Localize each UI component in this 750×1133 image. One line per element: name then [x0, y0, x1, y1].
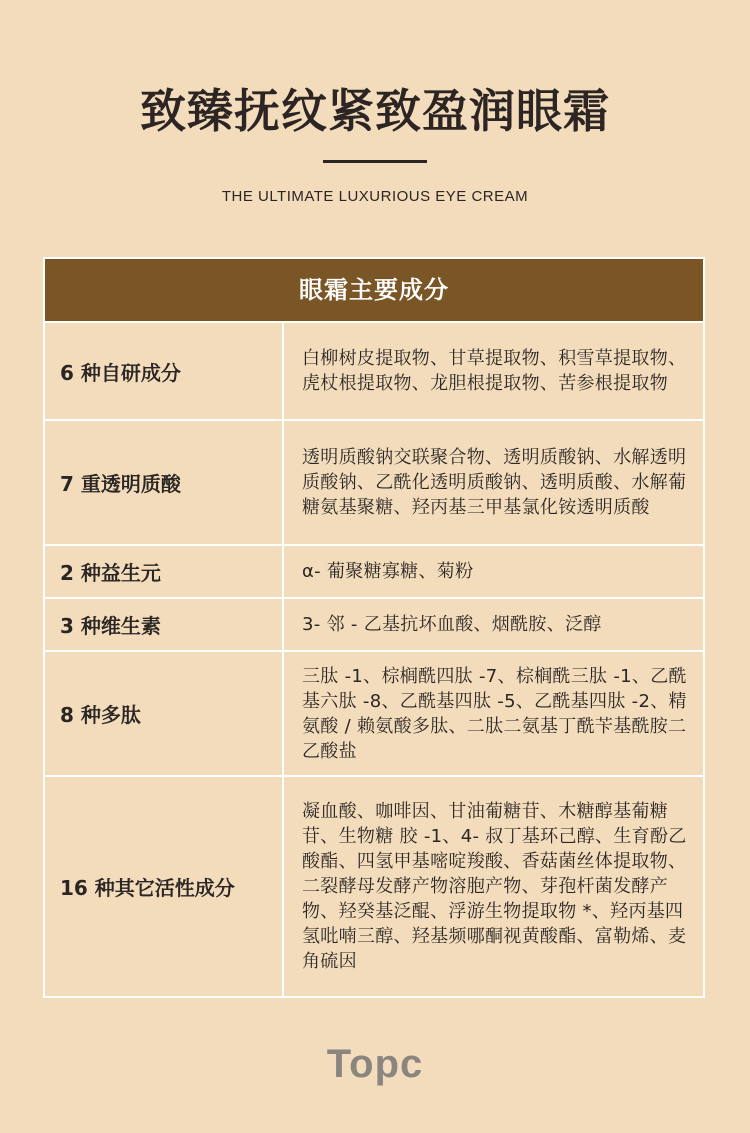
row-content: 三肽 -1、棕榈酰四肽 -7、棕榈酰三肽 -1、乙酰基六肽 -8、乙酰基四肽 -5、乙酰基四肽 -2、精氨酸 / 赖氨酸多肽、二肽二氨基丁酰苄基酰胺二乙酸盐 — [302, 665, 687, 762]
row-content: 白柳树皮提取物、甘草提取物、积雪草提取物、虎杖根提取物、龙胆根提取物、苦参根提取物 — [302, 348, 687, 394]
table-row — [45, 544, 703, 597]
title-divider — [323, 160, 427, 163]
row-content: 透明质酸钠交联聚合物、透明质酸钠、水解透明质酸钠、乙酰化透明质酸钠、透明质酸、水解葡糖氨基聚糖、羟丙基三甲基氯化铵透明质酸 — [302, 447, 687, 518]
row-content: α- 葡聚糖寡糖、菊粉 — [302, 561, 474, 582]
row-label: 7 重透明质酸 — [45, 421, 284, 544]
row-content: 凝血酸、咖啡因、甘油葡糖苷、木糖醇基葡糖苷、生物糖 胶 -1、4- 叔丁基环己醇、生育酚乙酸酯、四氢甲基嘧啶羧酸、香菇菌丝体提取物、二裂酵母发酵产物溶胞产物、芽孢杆菌发酵产物、羟癸基泛醌、浮游生物提取物 *、羟丙基四氢吡喃三醇、羟基频哪酮视黄酸酯、富勒烯、麦角硫因 — [302, 801, 687, 972]
row-label: 16 种其它活性成分 — [45, 777, 284, 996]
table-row — [45, 775, 703, 996]
table-heading: 眼霜主要成分 — [45, 259, 703, 321]
row-label: 2 种益生元 — [45, 546, 284, 597]
table-row — [45, 650, 703, 775]
table-row — [45, 419, 703, 544]
row-content: 3- 邻 - 乙基抗坏血酸、烟酰胺、泛醇 — [302, 614, 602, 635]
product-subtitle: THE ULTIMATE LUXURIOUS EYE CREAM — [221, 188, 529, 205]
table-row — [45, 321, 703, 419]
row-label: 8 种多肽 — [45, 652, 284, 775]
ingredients-table — [43, 257, 705, 998]
product-title: 致臻抚纹紧致盈润眼霜 — [140, 84, 610, 138]
table-row — [45, 597, 703, 650]
brand-logo: Topc — [326, 1042, 424, 1086]
row-label: 3 种维生素 — [45, 599, 284, 650]
row-label: 6 种自研成分 — [45, 323, 284, 419]
